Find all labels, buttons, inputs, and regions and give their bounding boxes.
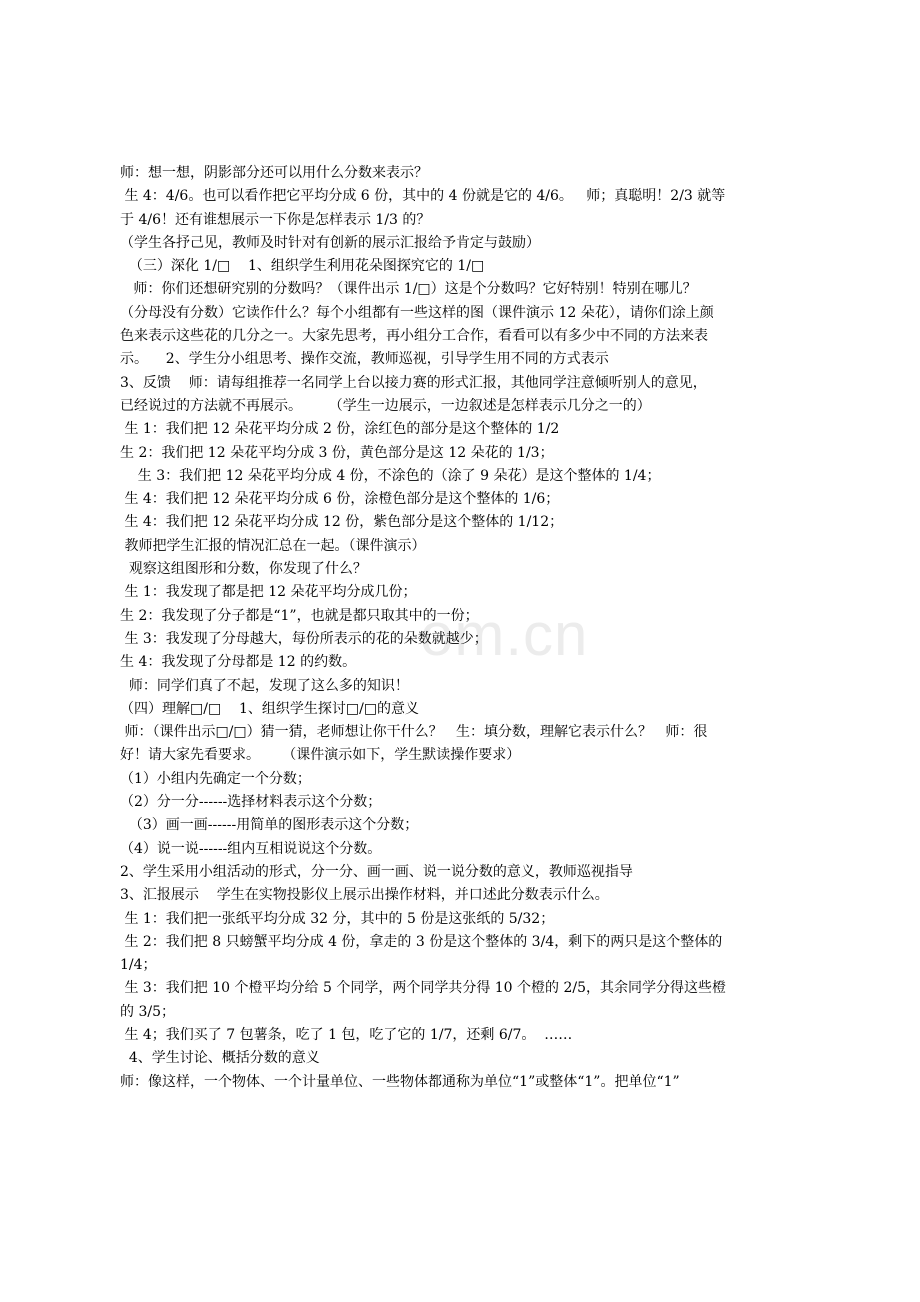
text-line: 3、反馈 师：请每组推荐一名同学上台以接力赛的形式汇报，其他同学注意倾听别人的意见， (120, 374, 707, 391)
text-line: 生 1：我们把一张纸平均分成 32 分，其中的 5 份是这张纸的 5/32； (120, 910, 555, 927)
text-line: （2）分一分------选择材料表示这个分数； (120, 794, 382, 811)
text-line: 生 1：我发现了都是把 12 朵花平均分成几份； (120, 584, 417, 601)
text-line: （1）小组内先确定一个分数； (120, 770, 311, 787)
watermark: om.cn (420, 601, 589, 668)
document-body (120, 162, 802, 1094)
text-line: 好！请大家先看要求。 （课件演示如下，学生默读操作要求） (120, 747, 521, 764)
text-line: 教师把学生汇报的情况汇总在一起。（课件演示） (120, 537, 426, 554)
text-line: 生 1：我们把 12 朵花平均分成 2 份，涂红色的部分是这个整体的 1/2 (120, 421, 560, 438)
text-line: 师：想一想，阴影部分还可以用什么分数来表示？ (120, 165, 428, 181)
text-line: 生 4：我们把 12 朵花平均分成 6 份，涂橙色部分是这个整体的 1/6； (120, 491, 560, 508)
text-line: （4）说一说------组内互相说说这个分数。 (120, 840, 382, 857)
text-line: 于 4/6！还有谁想展示一下你是怎样表示 1/3 的？ (120, 211, 431, 228)
text-line: 生 4；我们买了 7 包薯条，吃了 1 包，吃了它的 1/7，还剩 6/7。 …… (120, 1026, 573, 1043)
text-line: 师：同学们真了不起，发现了这么多的知识！ (120, 677, 409, 694)
text-line: 生 4：4/6。也可以看作把它平均分成 6 份，其中的 4 份就是它的 4/6。 师；真聪明！2/3 就等 (120, 188, 726, 205)
text-line: 生 3：我发现了分母越大，每份所表示的花的朵数就越少； (120, 630, 488, 647)
text-line: 1/4； (120, 957, 157, 974)
text-line: 师：你们还想研究别的分数吗？（课件出示 1/□）这是个分数吗？它好特别！特别在哪儿？ (120, 281, 697, 298)
text-line: 师：像这样，一个物体、一个计量单位、一些物体都通称为单位“1”或整体“1”。把单位“1” (120, 1073, 680, 1090)
text-line: 观察这组图形和分数，你发现了什么？ (120, 561, 367, 578)
text-line: （分母没有分数）它读作什么？每个小组都有一些这样的图（课件演示 12 朵花），请你们涂上颜 (120, 304, 714, 321)
text-line: （四）理解□/□ 1、组织学生探讨□/□的意义 (120, 700, 420, 717)
text-line: 生 2：我们把 8 只螃蟹平均分成 4 份，拿走的 3 份是这个整体的 3/4，剩下的两只是这个整体的 (120, 933, 723, 950)
text-line: 的 3/5； (120, 1003, 175, 1020)
text-line: 色来表示这些花的几分之一。大家先思考，再小组分工合作，看看可以有多少中不同的方法来表 (120, 328, 708, 345)
text-line: （三）深化 1/□ 1、组织学生利用花朵图探究它的 1/□ (120, 258, 485, 275)
text-line: 生 3：我们把 10 个橙平均分给 5 个同学，两个同学共分得 10 个橙的 2/5，其余同学分得这些橙 (120, 980, 727, 997)
text-line: 2、学生采用小组活动的形式，分一分、画一画、说一说分数的意义，教师巡视指导 (120, 863, 633, 880)
text-line: （学生各抒己见，教师及时针对有创新的展示汇报给予肯定与鼓励） (120, 234, 540, 251)
text-line: 生 2：我们把 12 朵花平均分成 3 份，黄色部分是这 12 朵花的 1/3； (120, 444, 554, 461)
text-line: 3、汇报展示 学生在实物投影仪上展示出操作材料，并口述此分数表示什么。 (120, 887, 609, 904)
text-line: 生 3：我们把 12 朵花平均分成 4 份，不涂色的（涂了 9 朵花）是这个整体的 1/4； (120, 467, 661, 484)
text-line: 示。 2、学生分小组思考、操作交流，教师巡视，引导学生用不同的方式表示 (120, 351, 609, 368)
text-line: 生 4：我发现了分母都是 12 的约数。 (120, 654, 357, 671)
text-line: 已经说过的方法就不再展示。 （学生一边展示，一边叙述是怎样表示几分之一的） (120, 397, 651, 414)
text-line: （3）画一画------用简单的图形表示这个分数； (120, 817, 419, 834)
text-line: 生 2：我发现了分子都是“1”，也就是都只取其中的一份； (120, 607, 479, 624)
text-line: 师：（课件出示□/□）猜一猜，老师想让你干什么？ 生：填分数，理解它表示什么？ 师：很 (120, 724, 708, 741)
text-line: 4、学生讨论、概括分数的意义 (120, 1050, 320, 1067)
text-line: 生 4：我们把 12 朵花平均分成 12 份，紫色部分是这个整体的 1/12； (120, 514, 564, 531)
